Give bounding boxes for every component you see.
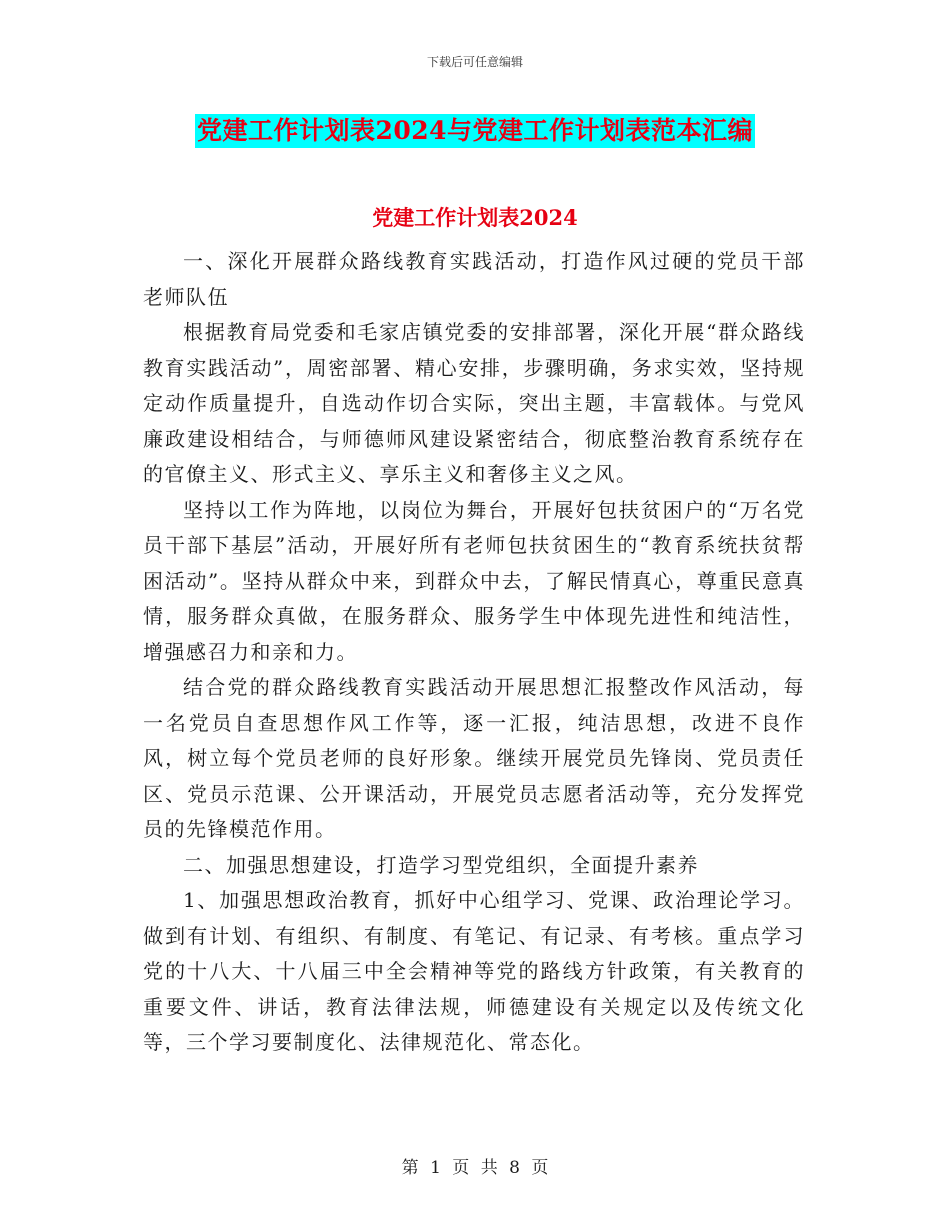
page-number: 第 1 页 共 8 页: [401, 1158, 549, 1178]
paragraph: 结合党的群众路线教育实践活动开展思想汇报整改作风活动，每一名党员自查思想作风工作等，逐一汇报，纯洁思想，改进不良作风，树立每个党员老师的良好形象。继续开展党员先锋岗、党员责任区、党员示范课、公开课活动，开展党员志愿者活动等，充分发挥党员的先锋模范作用。: [143, 675, 805, 841]
section-title: 党建工作计划表2024: [372, 205, 578, 230]
document-title: [0, 114, 950, 148]
paragraph-heading-2: 二、加强思想建设，打造学习型党组织，全面提升素养: [183, 852, 699, 877]
paragraph: 1、加强思想政治教育，抓好中心组学习、党课、政治理论学习。做到有计划、有组织、有制度、有笔记、有记录、有考核。重点学习党的十八大、十八届三中全会精神等党的路线方针政策，有关教育的重要文件、讲话，教育法律法规，师德建设有关规定以及传统文化等，三个学习要制度化、法律规范化、常态化。: [143, 888, 805, 1054]
page-header-note: 下载后可任意编辑: [426, 55, 523, 69]
paragraph-heading-1: 一、深化开展群众路线教育实践活动，打造作风过硬的党员干部老师队伍: [143, 249, 805, 309]
paragraph: 坚持以工作为阵地，以岗位为舞台，开展好包扶贫困户的“万名党员干部下基层”活动，开展好所有老师包扶贫困生的“教育系统扶贫帮困活动”。坚持从群众中来，到群众中去，了解民情真心，尊重民意真情，服务群众真做，在服务群众、服务学生中体现先进性和纯洁性，增强感召力和亲和力。: [143, 497, 805, 664]
document-title-text: 党建工作计划表2024与党建工作计划表范本汇编: [195, 114, 755, 148]
paragraph: 根据教育局党委和毛家店镇党委的安排部署，深化开展“群众路线教育实践活动”，周密部署、精心安排，步骤明确，务求实效，坚持规定动作质量提升，自选动作切合实际，突出主题，丰富载体。与党风廉政建设相结合，与师德师风建设紧密结合，彻底整治教育系统存在的官僚主义、形式主义、享乐主义和奢侈主义之风。: [143, 320, 805, 486]
document-body: [143, 244, 805, 1061]
